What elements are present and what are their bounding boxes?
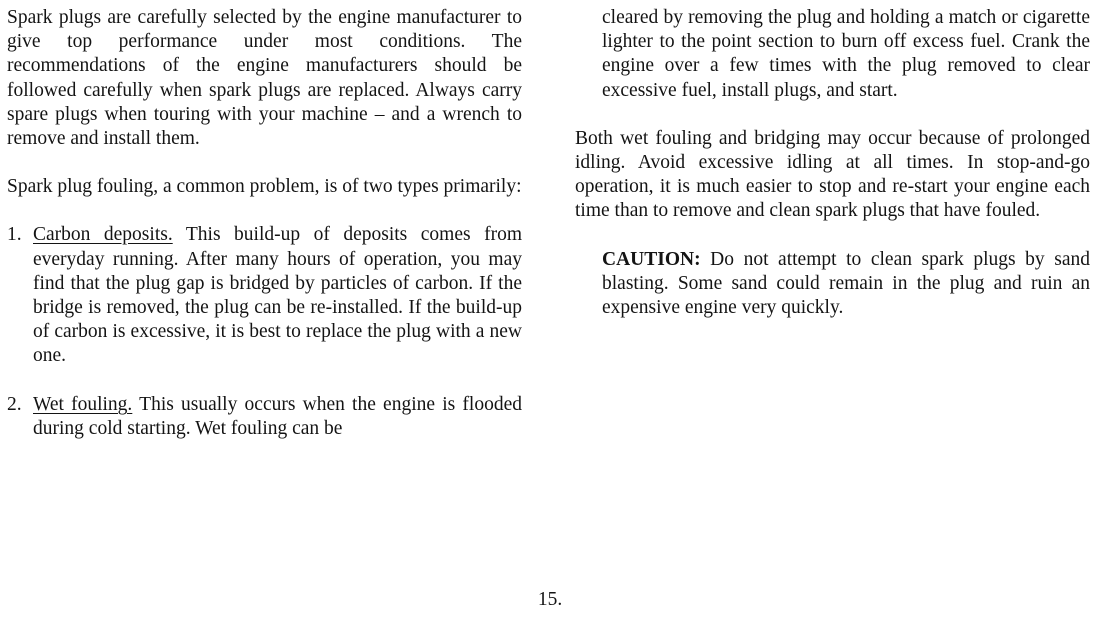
list-item-body <box>33 393 522 441</box>
list-item-heading: Carbon deposits. <box>33 224 173 246</box>
list-number: 2. <box>7 393 22 415</box>
caution-text: Do not attempt to clean spark plugs by sand blasting. Some sand could remain in the plug and ruin an expensive engine very quickly. <box>602 248 1090 319</box>
list-item-heading: Wet fouling. <box>33 393 133 415</box>
caution-note <box>575 248 1090 321</box>
list-item-text: This build-up of deposits comes from everyday running. After many hours of operation, you may find that the plug gap is bridged by particles of carbon. If the bridge is removed, the plug can be re-installed. If the build-up of carbon is excessive, it is best to replace the plug with a new one. <box>33 224 522 367</box>
idling-paragraph: Both wet fouling and bridging may occur because of prolonged idling. Avoid excessive idling at all times. In stop-and-go operation, it is much easier to stop and re-start your engine each time than to remove and clean spark plugs that have fouled. <box>575 127 1090 222</box>
right-column <box>575 6 1090 320</box>
caution-label: CAUTION: <box>602 248 701 270</box>
list-item-body <box>33 223 522 368</box>
wet-fouling-continuation: cleared by removing the plug and holding a match or cigarette lighter to the point section to burn off excess fuel. Crank the engine over a few times with the plug removed to clear excessive fuel, install plugs, and start. <box>602 7 1090 101</box>
page-number: 15. <box>537 589 563 610</box>
list-item-wet-fouling <box>7 393 522 441</box>
list-item-carbon-deposits <box>7 223 522 368</box>
fouling-types-paragraph: Spark plug fouling, a common problem, is of two types primarily: <box>7 176 522 198</box>
list-number: 1. <box>7 224 22 246</box>
list-item-text: This usually occurs when the engine is flooded during cold starting. Wet fouling can be <box>33 393 522 439</box>
left-column <box>7 6 522 441</box>
intro-paragraph: Spark plugs are carefully selected by the engine manufacturer to give top performance under most conditions. The recommendations of the engine manufacturers should be followed carefully when spark plugs are replaced. Always carry spare plugs when touring with your machine – and a wrench to remove and install them. <box>7 7 522 150</box>
